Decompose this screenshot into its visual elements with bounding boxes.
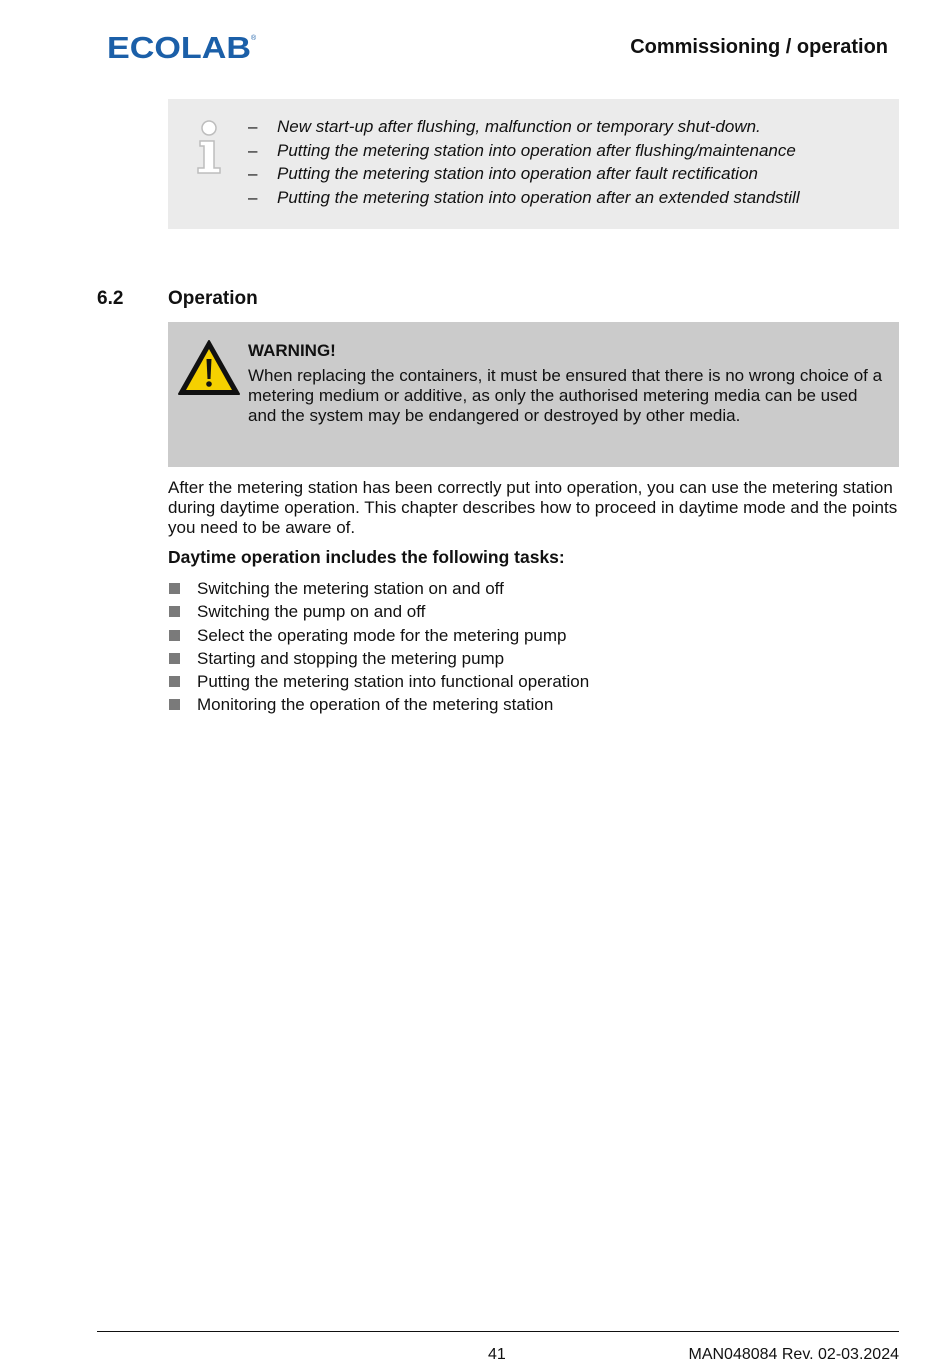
ecolab-logo [107, 31, 257, 61]
svg-text:ECOLAB: ECOLAB [107, 31, 251, 61]
info-box [168, 99, 899, 229]
tasks-heading: Daytime operation includes the following tasks: [168, 547, 565, 567]
square-bullet-icon [169, 653, 180, 664]
square-bullet-icon [169, 606, 180, 617]
info-list [248, 115, 800, 209]
dash: – [248, 117, 258, 136]
list-item: Switching the metering station on and off [168, 577, 589, 600]
square-bullet-icon [169, 583, 180, 594]
svg-text:®: ® [251, 35, 257, 42]
square-bullet-icon [169, 630, 180, 641]
list-item: – Putting the metering station into operation after flushing/maintenance [248, 139, 800, 163]
section-number: 6.2 [97, 288, 124, 309]
dash: – [248, 164, 258, 183]
warning-triangle-icon [177, 339, 241, 397]
dash: – [248, 140, 258, 160]
intro-paragraph: After the metering station has been correctly put into operation, you can use the metering station during daytime operation. This chapter describes how to proceed in daytime mode and the points you need to be aware of. [168, 478, 898, 537]
list-item: Starting and stopping the metering pump [168, 647, 589, 670]
warning-text: When replacing the containers, it must be ensured that there is no wrong choice of a metering medium or additive, as only the authorised metering media can be used and the system may be endangered or destroyed by other media. [248, 366, 883, 425]
list-item: – Putting the metering station into operation after an extended standstill [248, 186, 800, 210]
section-title: Operation [168, 288, 258, 309]
list-item: Putting the metering station into functional operation [168, 670, 589, 693]
list-item: – Putting the metering station into operation after fault rectification [248, 162, 800, 186]
info-icon [193, 119, 225, 175]
square-bullet-icon [169, 676, 180, 687]
header-title: Commissioning / operation [630, 36, 888, 58]
list-item: Select the operating mode for the metering pump [168, 624, 589, 647]
page-number: 41 [488, 1346, 506, 1363]
square-bullet-icon [169, 699, 180, 710]
tasks-list [168, 577, 589, 717]
document-id: MAN048084 Rev. 02-03.2024 [688, 1346, 899, 1363]
warning-heading: WARNING! [248, 341, 336, 360]
dash: – [248, 187, 258, 207]
list-item: – New start-up after flushing, malfunction or temporary shut-down. [248, 115, 800, 139]
footer-divider [97, 1331, 899, 1332]
warning-box [168, 322, 899, 467]
list-item: Monitoring the operation of the metering station [168, 693, 589, 716]
list-item: Switching the pump on and off [168, 600, 589, 623]
